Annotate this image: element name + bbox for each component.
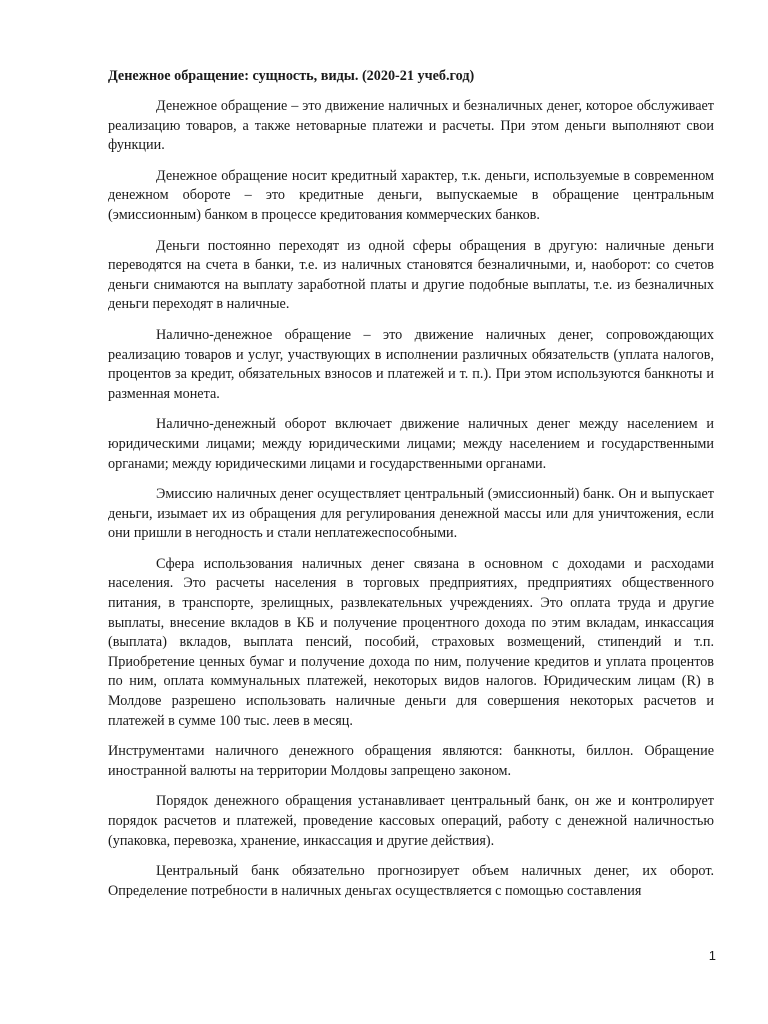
- page-number: 1: [708, 948, 716, 963]
- paragraph-emission: Эмиссию наличных денег осуществляет центральный (эмиссионный) банк. Он и выпускает деньги, изымает их из обращения для регулирования денежной массы или для уничтожения, если они пришли в негодность и стали неплатежеспособными.: [108, 486, 714, 542]
- paragraph-instruments: Инструментами наличного денежного обращения являются: банкноты, биллон. Обращение иностранной валюты на территории Молдовы запрещено законом.: [108, 743, 714, 779]
- paragraph-money-flow: Деньги постоянно переходят из одной сферы обращения в другую: наличные деньги переводятся на счета в банки, т.е. из наличных становятся безналичными, и, наоборот: со счетов деньги снимаются на выплату заработной платы и другие подобные выплаты, т.е. из безналичных деньги переходят в наличные.: [108, 237, 714, 313]
- document-title: Денежное обращение: сущность, виды. (2020-21 учеб.год): [108, 68, 475, 84]
- paragraph-cash-turnover: Налично-денежный оборот включает движение наличных денег между населением и юридическими лицами; между юридическими лицами; между населением и государственными органами; между юридическими лицами и государственными органами.: [108, 416, 714, 472]
- paragraph-credit-nature: Денежное обращение носит кредитный характер, т.к. деньги, используемые в современном денежном обороте – это кредитные деньги, выпускаемые в обращение центральным (эмиссионным) банком в процессе кредитования коммерческих банков.: [108, 167, 714, 223]
- paragraph-forecast: Центральный банк обязательно прогнозирует объем наличных денег, их оборот. Определение потребности в наличных деньгах осуществляется с помощью составления: [108, 863, 714, 899]
- paragraph-cash-usage: Сфера использования наличных денег связана в основном с доходами и расходами населения. Это расчеты населения в торговых предприятиях, предприятиях общественного питания, в транспорте, зрелищных, развлекательных учреждениях. Это оплата труда и другие выплаты, внесение вкладов в КБ и получение процентного дохода по этим вкладам, инкассация (выплата) вкладов, выплата пенсий, пособий, страховых возмещений, стипендий и т.п. Приобретение ценных бумаг и получение дохода по ним, получение кредитов и уплата процентов по ним, оплата коммунальных платежей, некоторых видов налогов. Юридическим лицам (R) в Молдове разрешено использовать наличные деньги для совершения некоторых расчетов и платежей в сумме 100 тыс. леев в месяц.: [108, 555, 714, 729]
- page-content: [108, 66, 714, 912]
- paragraph-definition: Денежное обращение – это движение наличных и безналичных денег, которое обслуживает реализацию товаров, а также нетоварные платежи и расчеты. При этом деньги выполняют свои функции.: [108, 98, 714, 154]
- paragraph-cash-circulation: Налично-денежное обращение – это движение наличных денег, сопровождающих реализацию товаров и услуг, участвующих в исполнении различных обязательств (уплата налогов, процентов за кредит, обязательных взносов и платежей и т. п.). При этом используются банкноты и разменная монета.: [108, 326, 714, 402]
- paragraph-central-bank-order: Порядок денежного обращения устанавливает центральный банк, он же и контролирует порядок расчетов и платежей, проведение кассовых операций, работу с денежной наличностью (упаковка, перевозка, хранение, инкассация и другие действия).: [108, 793, 714, 849]
